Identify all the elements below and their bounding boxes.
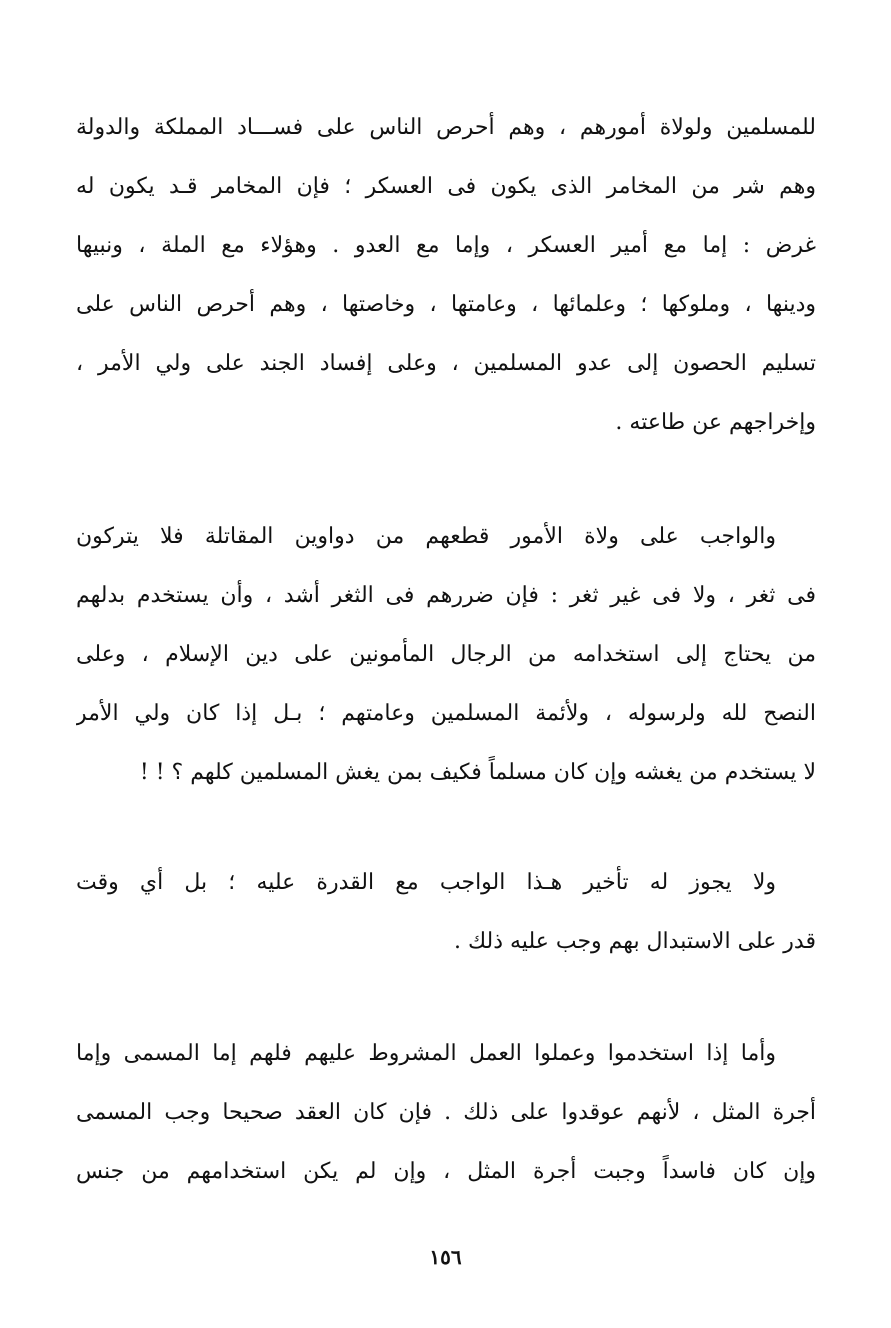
text-line: غرض : إما مع أمير العسكر ، وإما مع العدو . وهؤلاء مع الملة ، ونبيها xyxy=(76,233,816,258)
text-line: ودينها ، وملوكها ؛ وعلمائها ، وعامتها ، وخاصتها ، وهم أحرص الناس على xyxy=(76,292,816,317)
paragraph-2 xyxy=(76,507,816,802)
text-line: وإخراجهم عن طاعته . xyxy=(615,410,816,435)
paragraph-1 xyxy=(76,98,816,452)
text-line: ولا يجوز له تأخير هـذا الواجب مع القدرة عليه ؛ بل أي وقت xyxy=(76,870,776,895)
paragraph-4 xyxy=(76,1024,816,1201)
text-line: تسليم الحصون إلى عدو المسلمين ، وعلى إفساد الجند على ولي الأمر ، xyxy=(76,351,816,376)
text-line: وهم شر من المخامر الذى يكون فى العسكر ؛ فإن المخامر قـد يكون له xyxy=(76,174,816,199)
text-line: وأما إذا استخدموا وعملوا العمل المشروط عليهم فلهم إما المسمى وإما xyxy=(76,1041,776,1066)
paragraph-3 xyxy=(76,853,816,971)
text-line: من يحتاج إلى استخدامه من الرجال المأمونين على دين الإسلام ، وعلى xyxy=(76,642,816,667)
text-line: أجرة المثل ، لأنهم عوقدوا على ذلك . فإن كان العقد صحيحا وجب المسمى xyxy=(76,1100,816,1125)
text-line: قدر على الاستبدال بهم وجب عليه ذلك . xyxy=(453,929,816,954)
text-line: لا يستخدم من يغشه وإن كان مسلماً فكيف بمن يغش المسلمين كلهم ؟ ! ! xyxy=(139,760,816,785)
text-line: للمسلمين ولولاة أمورهم ، وهم أحرص الناس على فســـاد المملكة والدولة xyxy=(76,115,816,140)
text-line: النصح لله ولرسوله ، ولأئمة المسلمين وعامتهم ؛ بـل إذا كان ولي الأمر xyxy=(76,701,816,726)
text-line: والواجب على ولاة الأمور قطعهم من دواوين المقاتلة فلا يتركون xyxy=(76,524,776,549)
text-line: فى ثغر ، ولا فى غير ثغر : فإن ضررهم فى الثغر أشد ، وأن يستخدم بدلهم xyxy=(76,583,816,608)
page-number: ١٥٦ xyxy=(429,1245,462,1269)
text-line: وإن كان فاسداً وجبت أجرة المثل ، وإن لم يكن استخدامهم من جنس xyxy=(76,1159,816,1184)
